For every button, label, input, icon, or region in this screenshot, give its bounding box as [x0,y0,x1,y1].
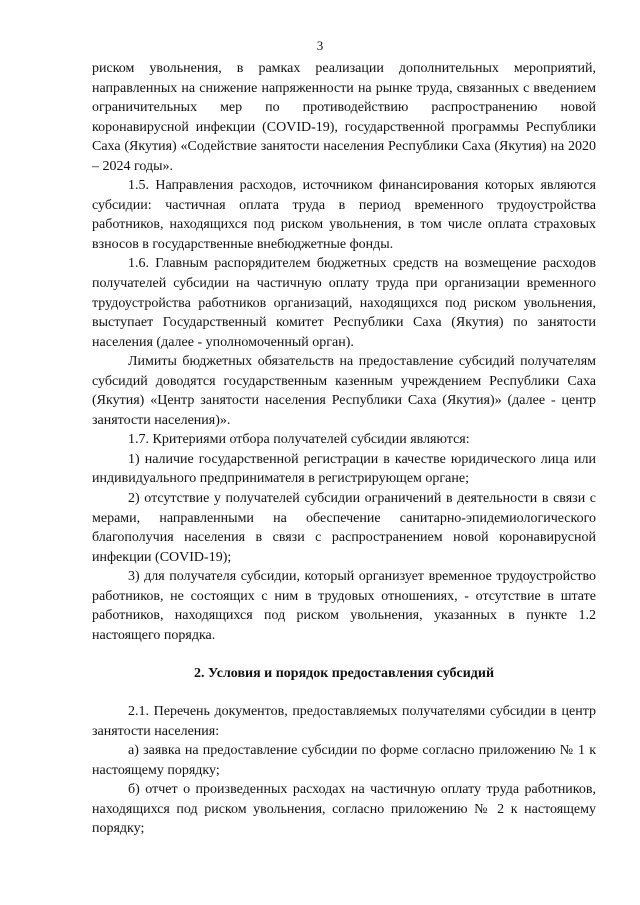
paragraph: а) заявка на предоставление субсидии по форме согласно приложению № 1 к настоящему порядку; [92,743,596,778]
paragraph: б) отчет о произведенных расходах на частичную оплату труда работников, находящихся под риском увольнения, согласно приложению № 2 к настоящему порядку; [92,782,596,837]
document-body [92,59,596,839]
paragraph: 2.1. Перечень документов, предоставляемых получателями субсидии в центр занятости населения: [92,703,596,739]
paragraph: риском увольнения, в рамках реализации дополнительных мероприятий, направленных на снижение напряженности на рынке труда, связанных с введением ограничительных мер по противодействию распространению новой коронавирусной инфекции (COVID-19), государственной программы Республики Саха (Якутия) «Содействие занятости населения Республики Саха (Якутия) на 2020 – 2024 годы». [92,61,596,174]
paragraph: 1.6. Главным распорядителем бюджетных средств на возмещение расходов получателей субсидии на частичную оплату труда при организации временного трудоустройства работников организаций, находящихся под риском увольнения, выступает Государственный комитет Республики Саха (Якутия) по занятости населения (далее - уполномоченный орган). [92,256,596,350]
page-number: 3 [316,38,324,53]
paragraph: 3) для получателя субсидии, который организует временное трудоустройство работников, не состоящих с ним в трудовых отношениях, - отсутствие в штате работников, находящихся под риском увольнения, указанных в пункте 1.2 настоящего порядка. [92,569,596,643]
paragraph: 1.5. Направления расходов, источником финансирования которых являются субсидии: частичная оплата труда в период временного трудоустройства работников, находящихся под риском увольнения, в том числе оплата страховых взносов в государственные внебюджетные фонды. [92,178,596,252]
paragraph: 2) отсутствие у получателей субсидии ограничений в деятельности в связи с мерами, направленными на обеспечение санитарно-эпидемиологического благополучия населения в связи с распространением новой коронавирусной инфекции (COVID-19); [92,491,596,565]
paragraph: Лимиты бюджетных обязательств на предоставление субсидий получателям субсидий доводятся государственным казенным учреждением Республики Саха (Якутия) «Центр занятости населения Республики Саха (Якутия)» (далее - центр занятости населения)». [92,354,596,428]
section-heading: 2. Условия и порядок предоставления субсидий [193,666,495,682]
paragraph: 1) наличие государственной регистрации в качестве юридического лица или индивидуального предпринимателя в регистрирующем органе; [92,451,596,487]
paragraph: 1.7. Критериями отбора получателей субсидии являются: [128,432,470,448]
